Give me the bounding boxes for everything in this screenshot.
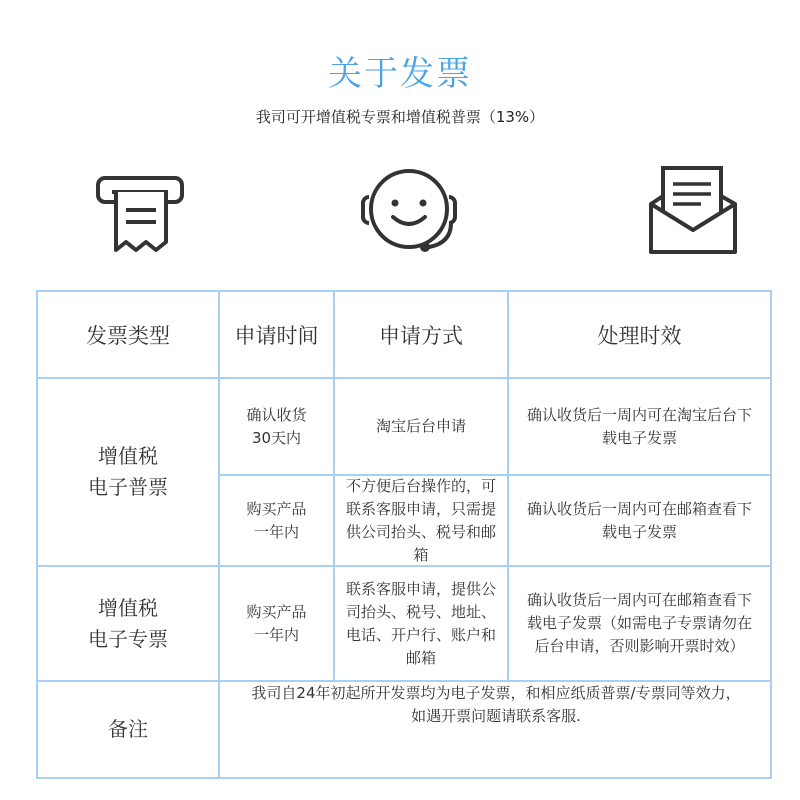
special-timing: 确认收货后一周内可在邮箱查看下 载电子发票（如需电子专票请勿在 后台申请，否则影响开票时效） [507,565,772,682]
general-invoice-type: 增值税 电子普票 [36,377,220,567]
remarks-text: 我司自24年初起所开发票均为电子发票，和相应纸质普票/专票同等效力， 如遇开票问题请联系客服. [218,680,772,779]
header-apply-time: 申请时间 [218,290,335,379]
receipt-icon [94,170,186,256]
header-processing-time: 处理时效 [507,290,772,379]
page-title: 关于发票 [328,54,472,94]
special-time: 购买产品 一年内 [218,565,335,682]
general-row2-timing: 确认收货后一周内可在邮箱查看下 载电子发票 [507,474,772,567]
page-subtitle: 我司可开增值税专票和增值税普票（13%） [255,108,545,126]
general-row2-time: 购买产品 一年内 [218,474,335,567]
general-row1-timing: 确认收货后一周内可在淘宝后台下 载电子发票 [507,377,772,476]
header-invoice-type: 发票类型 [36,290,220,379]
header-apply-method: 申请方式 [333,290,509,379]
general-row2-method: 不方便后台操作的，可 联系客服申请，只需提 供公司抬头、税号和邮 箱 [333,474,509,567]
special-method: 联系客服申请，提供公 司抬头、税号、地址、 电话、开户行、账户和 邮箱 [333,565,509,682]
general-row1-method: 淘宝后台申请 [333,377,509,476]
remarks-label: 备注 [36,680,220,779]
mail-envelope-icon [645,164,741,256]
general-row1-time: 确认收货 30天内 [218,377,335,476]
customer-service-icon [353,163,465,259]
special-invoice-type: 增值税 电子专票 [36,565,220,682]
